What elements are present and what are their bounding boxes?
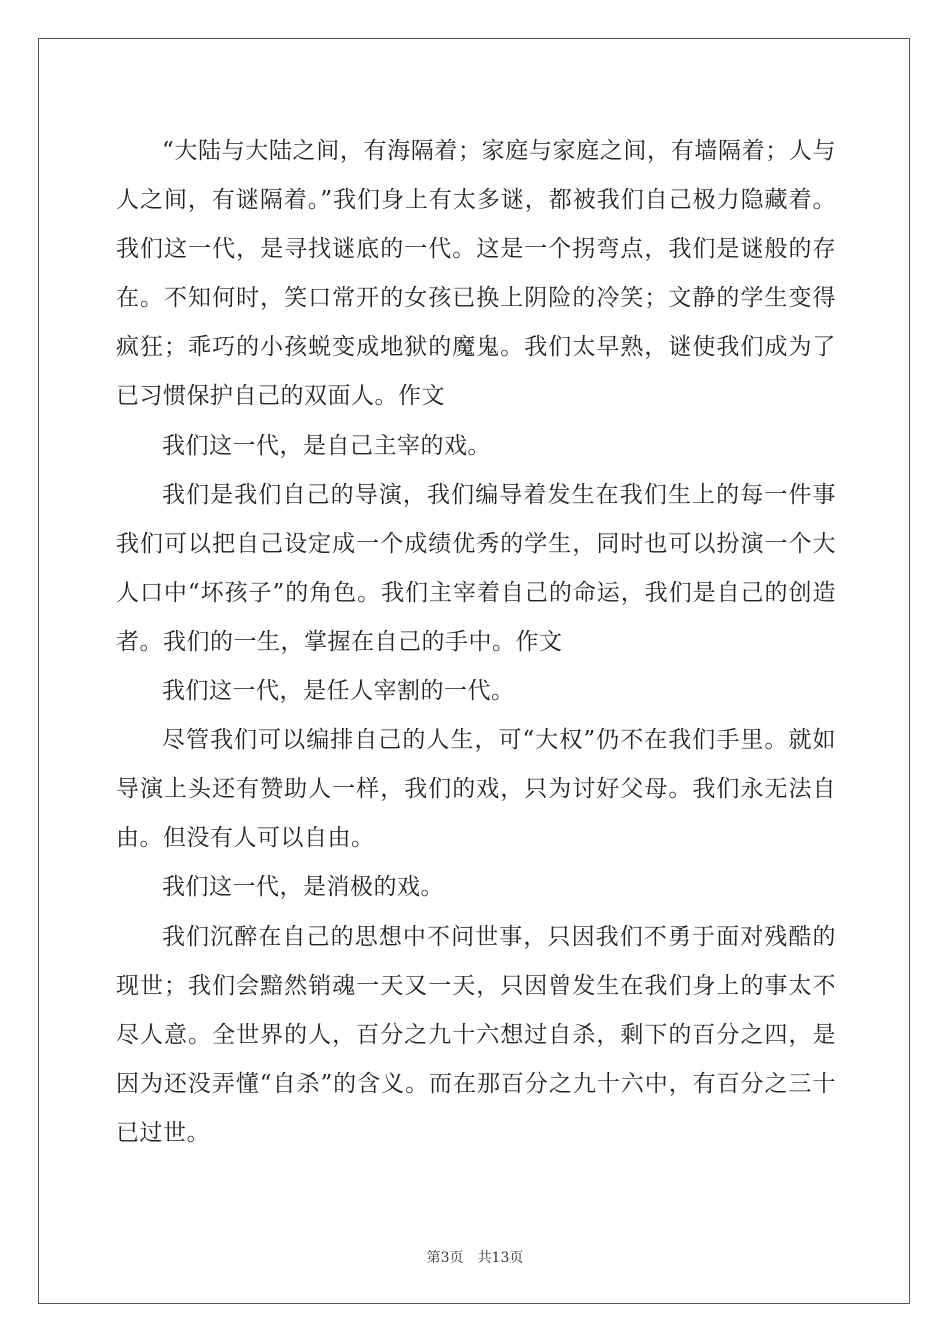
paragraph-1: “大陆与大陆之间，有海隔着；家庭与家庭之间，有墙隔着；人与人之间，有谜隔着。”我们身上有太多谜，都被我们自己极力隐藏着。我们这一代，是寻找谜底的一代。这是一个拐弯点，我们是谜般的存在。不知何时，笑口常开的女孩已换上阴险的冷笑；文静的学生变得疯狂；乖巧的小孩蜕变成地狱的魔鬼。我们太早熟，谜使我们成为了已习惯保护自己的双面人。作文 [116, 138, 836, 410]
paragraph-3: 我们是我们自己的导演，我们编导着发生在我们生上的每一件事我们可以把自己设定成一个成绩优秀的学生，同时也可以扮演一个大人口中“坏孩子”的角色。我们主宰着自己的命运，我们是自己的创造者。我们的一生，掌握在自己的手中。作文 [116, 481, 836, 655]
document-body [116, 127, 836, 1158]
paragraph-6: 我们这一代，是消极的戏。 [162, 874, 444, 901]
page-number-footer: 第3页 共13页 [426, 1250, 524, 1266]
paragraph-2: 我们这一代，是自己主宰的戏。 [162, 432, 491, 459]
paragraph-5: 尽管我们可以编排自己的人生，可“大权”仍不在我们手里。就如导演上头还有赞助人一样，我们的戏，只为讨好父母。我们永无法自由。但没有人可以自由。 [116, 727, 836, 852]
paragraph-7: 我们沉醉在自己的思想中不问世事，只因我们不勇于面对残酷的现世；我们会黯然销魂一天又一天，只因曾发生在我们身上的事太不尽人意。全世界的人，百分之九十六想过自杀，剩下的百分之四，是因为还没弄懂“自杀”的含义。而在那百分之九十六中，有百分之三十已过世。 [116, 923, 836, 1146]
paragraph-4: 我们这一代，是任人宰割的一代。 [162, 678, 515, 705]
